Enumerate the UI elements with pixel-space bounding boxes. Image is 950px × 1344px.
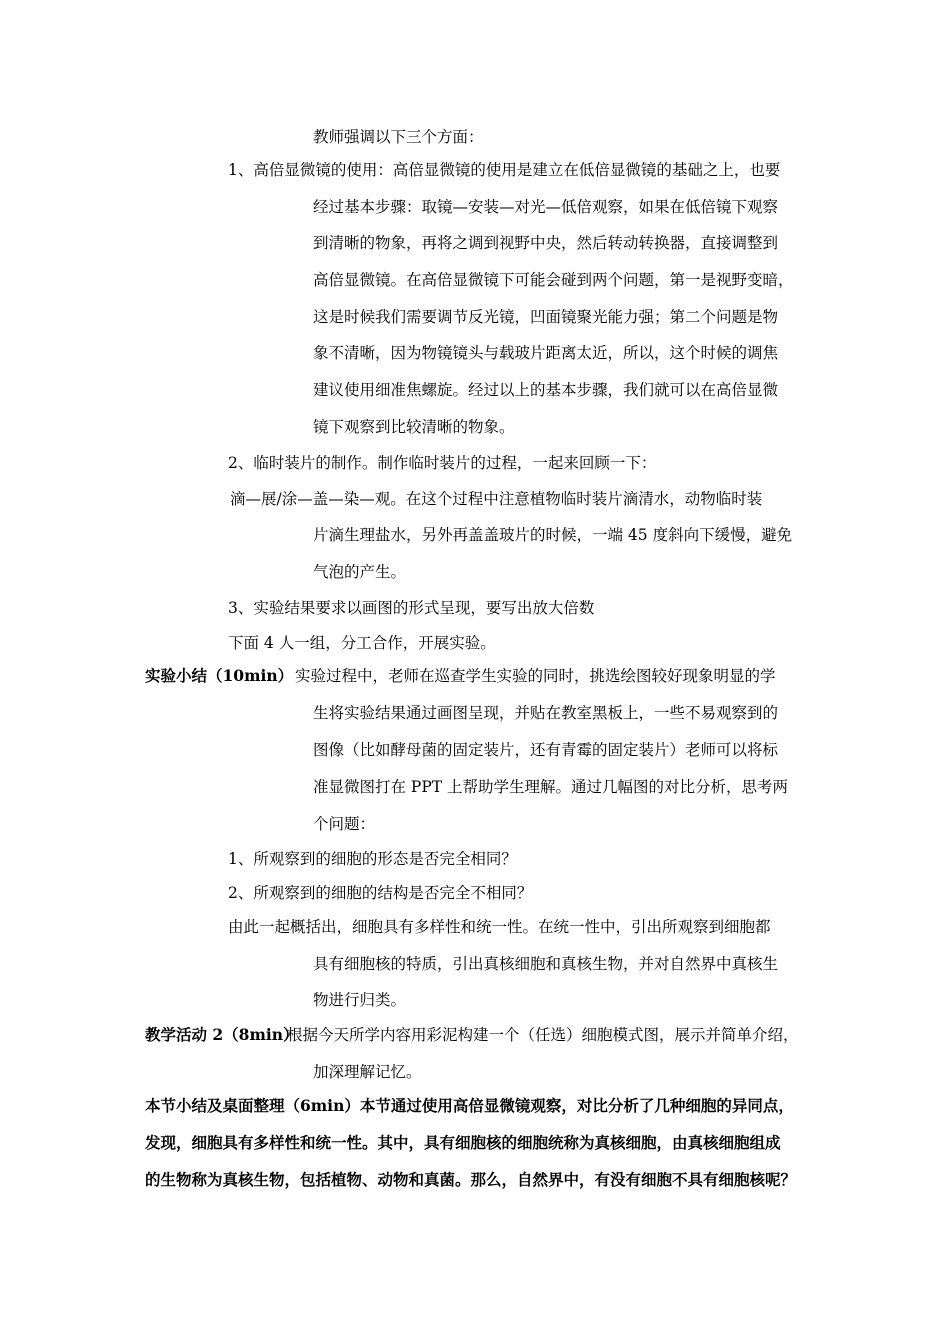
summary-line: 图像（比如酵母菌的固定装片，还有青霉的固定装片）老师可以将标 — [313, 741, 779, 759]
point1-line: 到清晰的物象，再将之调到视野中央，然后转动转换器，直接调整到 — [313, 234, 779, 252]
summary-line: 实验过程中，老师在巡查学生实验的同时，挑选绘图较好现象明显的学 — [295, 667, 776, 685]
summary-line: 准显微图打在 PPT 上帮助学生理解。通过几幅图的对比分析，思考两 — [313, 778, 789, 796]
activity2-label: 教学活动 2（8min） — [145, 1025, 299, 1044]
summary-label: 实验小结（10min） — [145, 666, 294, 685]
point1-line: 1、高倍显微镜的使用：高倍显微镜的使用是建立在低倍显微镜的基础之上，也要 — [228, 161, 781, 179]
point3-text: 3、实验结果要求以画图的形式呈现，要写出放大倍数 — [228, 599, 595, 617]
closing-line: 的生物称为真核生物，包括植物、动物和真菌。那么，自然界中，有没有细胞不具有细胞核呢？ — [145, 1170, 797, 1189]
point2-line: 2、临时装片的制作。制作临时装片的过程，一起来回顾一下： — [228, 454, 657, 472]
closing-line: 本节小结及桌面整理（6min）本节通过使用高倍显微镜观察，对比分析了几种细胞的异同点， — [145, 1096, 794, 1115]
point1-line: 建议使用细准焦螺旋。经过以上的基本步骤，我们就可以在高倍显微 — [313, 381, 779, 399]
activity2-line: 根据今天所学内容用彩泥构建一个（任选）细胞模式图，展示并简单介绍， — [287, 1026, 799, 1044]
summary-line: 个问题： — [313, 815, 376, 833]
question-item: 2、所观察到的细胞的结构是否完全不相同？ — [228, 884, 533, 902]
intro-text: 教师强调以下三个方面： — [313, 128, 484, 146]
point2-line: 片滴生理盐水，另外再盖盖玻片的时候，一端 45 度斜向下缓慢，避免 — [313, 526, 793, 544]
point2-line: 滴—展/涂—盖—染—观。在这个过程中注意植物临时装片滴清水，动物临时装 — [230, 490, 763, 508]
point1-line: 镜下观察到比较清晰的物象。 — [313, 418, 515, 436]
closing-line: 发现，细胞具有多样性和统一性。其中，具有细胞核的细胞统称为真核细胞，由真核细胞组成 — [145, 1133, 781, 1152]
activity2-line: 加深理解记忆。 — [313, 1063, 422, 1081]
point1-line: 象不清晰，因为物镜镜头与载玻片距离太近，所以，这个时候的调焦 — [313, 344, 779, 362]
point1-line: 经过基本步骤：取镜—安装—对光—低倍观察，如果在低倍镜下观察 — [313, 198, 779, 216]
point1-line: 高倍显微镜。在高倍显微镜下可能会碰到两个问题，第一是视野变暗， — [313, 271, 794, 289]
point2-line: 气泡的产生。 — [313, 563, 407, 581]
point1-line: 这是时候我们需要调节反光镜，凹面镜聚光能力强；第二个问题是物 — [313, 308, 779, 326]
group-note: 下面 4 人一组，分工合作，开展实验。 — [228, 634, 496, 652]
conclusion-line: 物进行归类。 — [313, 991, 407, 1009]
summary-line: 生将实验结果通过画图呈现，并贴在教室黑板上，一些不易观察到的 — [313, 704, 779, 722]
conclusion-line: 由此一起概括出，细胞具有多样性和统一性。在统一性中，引出所观察到细胞都 — [228, 918, 771, 936]
question-item: 1、所观察到的细胞的形态是否完全相同？ — [228, 850, 517, 868]
conclusion-line: 具有细胞核的特质，引出真核细胞和真核生物，并对自然界中真核生 — [313, 955, 779, 973]
